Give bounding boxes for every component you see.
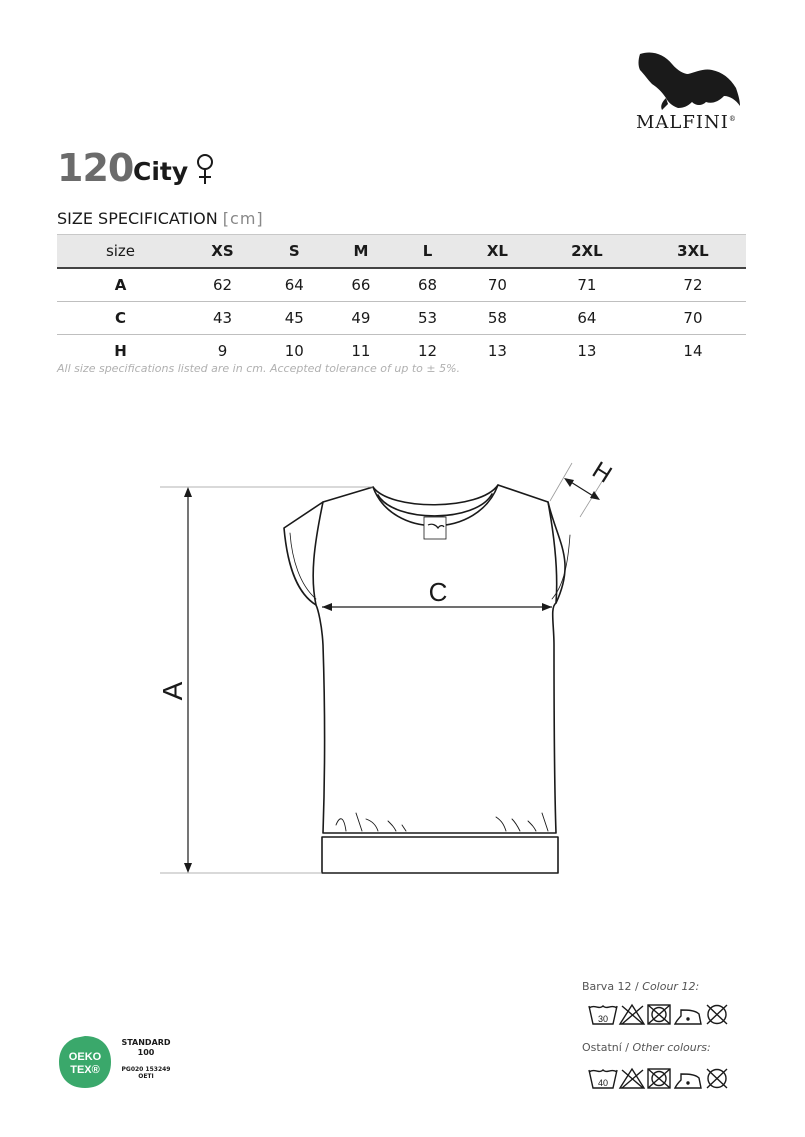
oeko-tex-logo [57, 1034, 113, 1090]
row-label: A [57, 268, 184, 302]
table-cell: 12 [418, 342, 438, 360]
table-row [57, 268, 746, 302]
table-cell: 13 [577, 342, 597, 360]
no-bleach-icon [620, 1005, 644, 1024]
wash-temp-text: 30 [597, 1014, 609, 1024]
row-label: H [114, 342, 127, 360]
product-number: 120 [57, 146, 134, 190]
size-spec-title: SIZE SPECIFICATION [cm] [57, 209, 264, 228]
no-dry-clean-icon [707, 1069, 727, 1088]
table-cell: 66 [328, 268, 395, 302]
brand-name: MALFINI® [636, 112, 737, 133]
table-cell: 64 [534, 302, 640, 335]
table-cell: 9 [217, 342, 228, 360]
size-header-cell: S [261, 235, 328, 269]
table-cell: 70 [461, 268, 534, 302]
no-bleach-icon [620, 1069, 644, 1088]
size-header-cell: XS [184, 235, 261, 269]
table-cell: 72 [640, 268, 746, 302]
female-symbol-icon [194, 152, 216, 186]
wash-temp-text: 40 [597, 1078, 609, 1088]
iron-low-icon [675, 1010, 701, 1024]
size-header-cell: M [328, 235, 395, 269]
table-cell: 45 [261, 302, 328, 335]
other-colours-label: Ostatní / Other colours: [582, 1041, 711, 1054]
oeko-logo-line2: TEX® [70, 1064, 100, 1076]
table-row [57, 302, 746, 335]
table-cell: 43 [184, 302, 261, 335]
table-cell: 62 [184, 268, 261, 302]
table-cell: 68 [394, 268, 461, 302]
table-cell: 53 [394, 302, 461, 335]
size-header-cell: 2XL [534, 235, 640, 269]
size-spec-unit: [cm] [222, 209, 264, 228]
size-header-cell: L [394, 235, 461, 269]
table-cell: 13 [487, 342, 507, 360]
table-cell: 64 [261, 268, 328, 302]
table-cell: 71 [534, 268, 640, 302]
size-table-header-row [57, 235, 746, 269]
care-symbols-other-colours [587, 1066, 737, 1092]
no-dry-clean-icon [707, 1005, 727, 1024]
table-cell: 70 [640, 302, 746, 335]
colour-12-label: Barva 12 / Colour 12: [582, 980, 700, 993]
no-tumble-dry-icon [648, 1005, 670, 1024]
oeko-cert-code: PG020 153249 OETI [121, 1066, 171, 1080]
garment-diagram [140, 445, 630, 895]
wash-tub-icon [589, 1006, 617, 1024]
dimension-label-a: A [157, 681, 188, 701]
oeko-standard-label: STANDARD 100 [121, 1038, 171, 1057]
size-header-cell: 3XL [640, 235, 746, 269]
iron-low-icon [675, 1074, 701, 1088]
table-cell: 58 [461, 302, 534, 335]
dimension-label-c: C [428, 577, 448, 607]
product-name: City [133, 157, 189, 186]
wash-tub-icon [589, 1070, 617, 1088]
size-header-cell: XL [461, 235, 534, 269]
care-symbols-colour-12 [587, 1002, 737, 1028]
table-cell: 49 [328, 302, 395, 335]
row-label: C [57, 302, 184, 335]
tolerance-note: All size specifications listed are in cm. Accepted tolerance of up to ± 5%. [57, 362, 461, 375]
oeko-logo-line1: OEKO [68, 1051, 102, 1063]
table-cell: 10 [284, 342, 304, 360]
dimension-label-h: H [587, 456, 617, 489]
no-tumble-dry-icon [648, 1069, 670, 1088]
size-table [57, 234, 746, 367]
size-column-header: size [57, 235, 184, 269]
table-cell: 11 [351, 342, 371, 360]
table-cell: 14 [683, 342, 703, 360]
